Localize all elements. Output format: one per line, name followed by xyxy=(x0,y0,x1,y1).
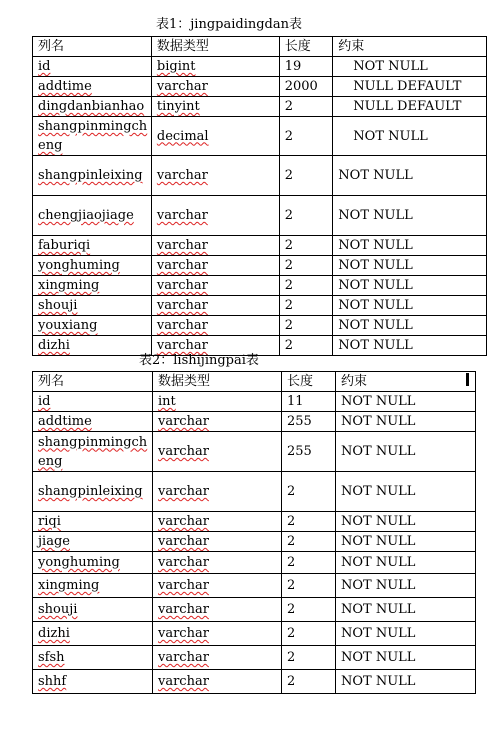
table-cell: NOT NULL xyxy=(336,670,476,694)
table-cell: 2 xyxy=(282,512,336,532)
table-cell: NULL DEFAULT xyxy=(333,77,487,97)
table-cell: bigint xyxy=(151,57,279,77)
table-cell: chengjiaojiage xyxy=(33,196,152,236)
table-cell: NOT NULL xyxy=(336,646,476,670)
table-cell: NOT NULL xyxy=(333,57,487,77)
table-row xyxy=(33,77,487,97)
table-cell: NOT NULL xyxy=(336,598,476,622)
table-row xyxy=(33,646,476,670)
table-cell: varchar xyxy=(153,670,282,694)
table-cell: 2 xyxy=(279,276,333,296)
table-cell: 19 xyxy=(279,57,333,77)
table-cell: shangpinmingcheng xyxy=(33,117,152,156)
table-cell: addtime xyxy=(33,77,152,97)
table-row xyxy=(33,670,476,694)
header-row xyxy=(33,372,476,392)
table-cell: 2 xyxy=(282,552,336,574)
table-lishijingpai xyxy=(32,371,476,694)
table-cell: 2 xyxy=(282,532,336,552)
table-cell: 2 xyxy=(282,670,336,694)
table-cell: NOT NULL xyxy=(336,574,476,598)
table-cell: varchar xyxy=(151,316,279,336)
table-cell: 2 xyxy=(279,117,333,156)
table-row xyxy=(33,598,476,622)
table-row xyxy=(33,392,476,412)
table-cell: dizhi xyxy=(33,622,153,646)
table-row xyxy=(33,196,487,236)
table-cell: 2 xyxy=(279,296,333,316)
table-cell: yonghuming xyxy=(33,256,152,276)
table-row xyxy=(33,532,476,552)
table-cell: 2 xyxy=(282,622,336,646)
table-row xyxy=(33,472,476,512)
header-cell: 长度 xyxy=(282,372,336,392)
table-row xyxy=(33,622,476,646)
header-cell: 列名 xyxy=(33,372,153,392)
table-cell: shouji xyxy=(33,296,152,316)
table-cell: 2 xyxy=(279,156,333,196)
table-row xyxy=(33,236,487,256)
table-cell: varchar xyxy=(153,646,282,670)
table-cell: NOT NULL xyxy=(333,336,487,356)
table-cell: 2 xyxy=(279,336,333,356)
table-cell: NULL DEFAULT xyxy=(333,97,487,117)
table-cell: shangpinleixing xyxy=(33,156,152,196)
header-cell: 数据类型 xyxy=(153,372,282,392)
table-cell: varchar xyxy=(151,156,279,196)
table-cell: varchar xyxy=(151,236,279,256)
table-cell: varchar xyxy=(153,622,282,646)
table-row xyxy=(33,97,487,117)
table-cell: 2 xyxy=(282,646,336,670)
table-cell: yonghuming xyxy=(33,552,153,574)
table-cell: NOT NULL xyxy=(336,552,476,574)
table-cell: faburiqi xyxy=(33,236,152,256)
table-cell: 2 xyxy=(279,196,333,236)
table-row xyxy=(33,336,487,356)
table-row xyxy=(33,296,487,316)
table-cell: dingdanbianhao xyxy=(33,97,152,117)
text-cursor xyxy=(466,373,469,386)
table-cell: xingming xyxy=(33,276,152,296)
table-cell: 2 xyxy=(279,236,333,256)
table-cell: NOT NULL xyxy=(336,412,476,432)
table-row xyxy=(33,574,476,598)
table-cell: varchar xyxy=(151,196,279,236)
table-cell: NOT NULL xyxy=(333,296,487,316)
table-row xyxy=(33,256,487,276)
table-cell: shangpinmingcheng xyxy=(33,432,153,472)
table-cell: 2 xyxy=(279,256,333,276)
table-cell: varchar xyxy=(151,336,279,356)
table-cell: NOT NULL xyxy=(336,532,476,552)
table-cell: dizhi xyxy=(33,336,152,356)
table-cell: NOT NULL xyxy=(333,196,487,236)
table-cell: 2 xyxy=(279,316,333,336)
table-cell: NOT NULL xyxy=(336,472,476,512)
table-cell: shouji xyxy=(33,598,153,622)
table-cell: NOT NULL xyxy=(336,432,476,472)
header-cell: 约束 xyxy=(333,37,487,57)
table-cell: varchar xyxy=(153,598,282,622)
header-cell: 数据类型 xyxy=(151,37,279,57)
table-cell: varchar xyxy=(153,432,282,472)
header-row xyxy=(33,37,487,57)
header-cell: 长度 xyxy=(279,37,333,57)
table-row xyxy=(33,316,487,336)
table-cell: NOT NULL xyxy=(336,392,476,412)
table-cell: NOT NULL xyxy=(333,236,487,256)
table-cell: varchar xyxy=(151,77,279,97)
table-cell: 2 xyxy=(282,598,336,622)
table-cell: NOT NULL xyxy=(333,276,487,296)
table-cell: 255 xyxy=(282,412,336,432)
table-cell: varchar xyxy=(151,276,279,296)
table-cell: NOT NULL xyxy=(336,512,476,532)
table-cell: varchar xyxy=(153,574,282,598)
table-cell: NOT NULL xyxy=(333,256,487,276)
table-cell: varchar xyxy=(153,552,282,574)
header-cell: 列名 xyxy=(33,37,152,57)
table-row xyxy=(33,512,476,532)
table-cell: int xyxy=(153,392,282,412)
table-cell: id xyxy=(33,392,153,412)
table-cell: NOT NULL xyxy=(336,622,476,646)
table-cell: tinyint xyxy=(151,97,279,117)
table-cell: jiage xyxy=(33,532,153,552)
table1-caption: 表1：jingpaidingdan表 xyxy=(156,17,303,32)
table-cell: varchar xyxy=(153,532,282,552)
header-cell: 约束 xyxy=(336,372,476,392)
table-cell: varchar xyxy=(153,512,282,532)
table-cell: shangpinleixing xyxy=(33,472,153,512)
table-cell: riqi xyxy=(33,512,153,532)
table-cell: varchar xyxy=(153,472,282,512)
table-cell: varchar xyxy=(151,296,279,316)
table-cell: shhf xyxy=(33,670,153,694)
table-cell: decimal xyxy=(151,117,279,156)
table-row xyxy=(33,432,476,472)
table-cell: 2 xyxy=(282,574,336,598)
table-row xyxy=(33,57,487,77)
table-cell: xingming xyxy=(33,574,153,598)
table-cell: varchar xyxy=(151,256,279,276)
table-row xyxy=(33,117,487,156)
table-cell: id xyxy=(33,57,152,77)
table-cell: youxiang xyxy=(33,316,152,336)
table-row xyxy=(33,412,476,432)
table-cell: 11 xyxy=(282,392,336,412)
table-cell: varchar xyxy=(153,412,282,432)
table-cell: NOT NULL xyxy=(333,156,487,196)
table-cell: sfsh xyxy=(33,646,153,670)
table-jingpaidingdan xyxy=(32,36,487,356)
table-cell: addtime xyxy=(33,412,153,432)
table-cell: NOT NULL xyxy=(333,117,487,156)
table-row xyxy=(33,276,487,296)
table-cell: 2000 xyxy=(279,77,333,97)
table-cell: 2 xyxy=(279,97,333,117)
table-row xyxy=(33,156,487,196)
table-cell: 255 xyxy=(282,432,336,472)
table-cell: 2 xyxy=(282,472,336,512)
table-cell: NOT NULL xyxy=(333,316,487,336)
table2-caption: 表2：lishijingpai表 xyxy=(139,353,259,368)
table-row xyxy=(33,552,476,574)
